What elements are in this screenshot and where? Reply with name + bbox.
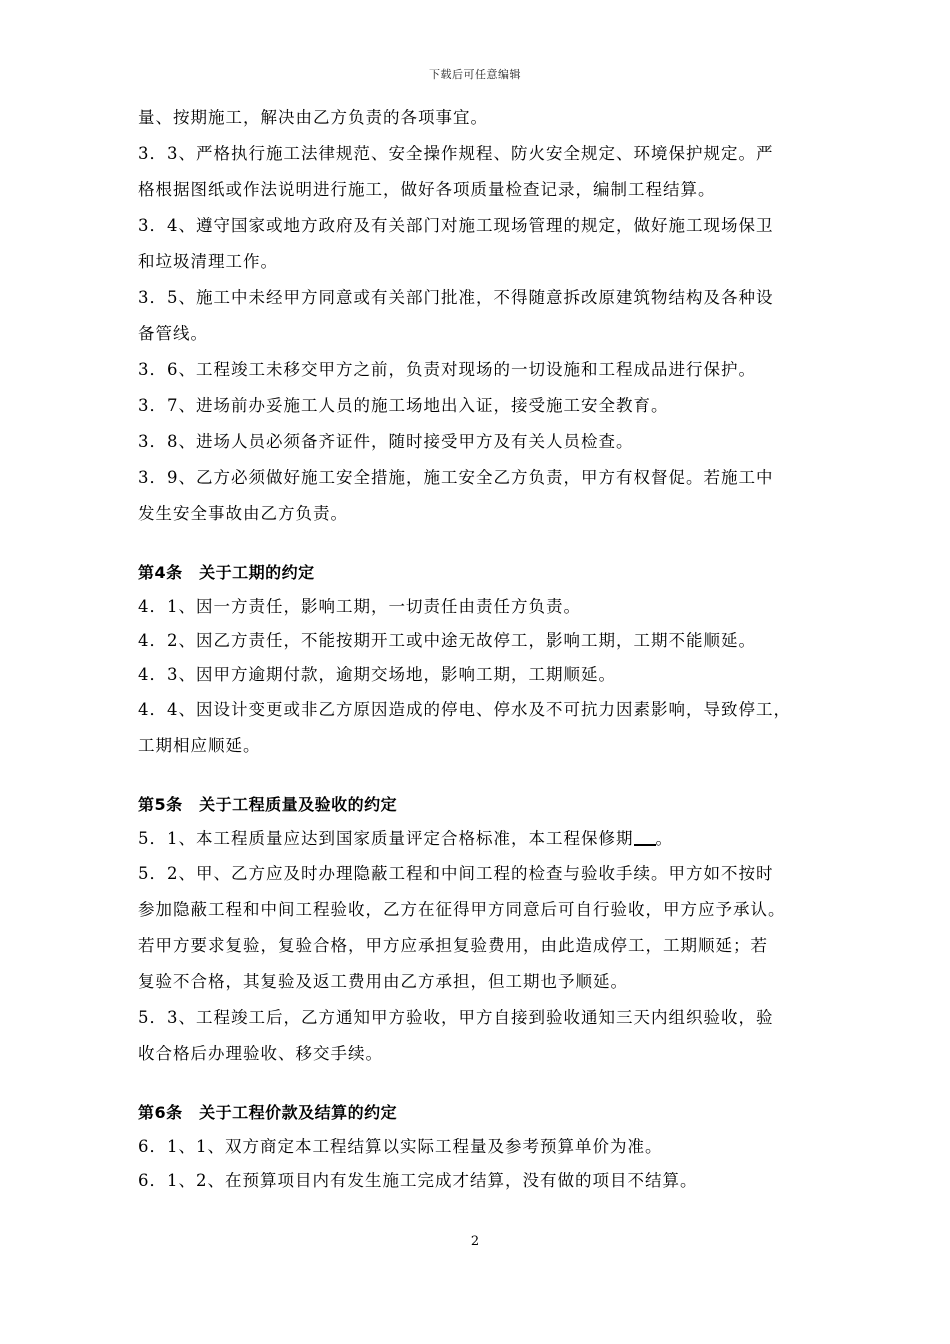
para-line: 格根据图纸或作法说明进行施工，做好各项质量检查记录，编制工程结算。: [138, 180, 716, 199]
para-line: 4．2、因乙方责任，不能按期开工或中途无故停工，影响工期，工期不能顺延。: [138, 631, 756, 650]
para-line: 6．1、2、在预算项目内有发生施工完成才结算，没有做的项目不结算。: [138, 1171, 698, 1190]
para-line: 若甲方要求复验，复验合格，甲方应承担复验费用，由此造成停工，工期顺延；若: [138, 936, 768, 955]
para-line: 4．4、因设计变更或非乙方原因造成的停电、停水及不可抗力因素影响，导致停工，: [138, 700, 791, 719]
section-title-5: 第5条 关于工程质量及验收的约定: [138, 795, 398, 814]
para-line: 备管线。: [138, 324, 208, 343]
para-line: 3．7、进场前办妥施工人员的施工场地出入证，接受施工安全教育。: [138, 396, 669, 415]
para-line: 4．1、因一方责任，影响工期，一切责任由责任方负责。: [138, 597, 581, 616]
section-title-6: 第6条 关于工程价款及结算的约定: [138, 1103, 398, 1122]
para-line: 3．4、遵守国家或地方政府及有关部门对施工现场管理的规定，做好施工现场保卫: [138, 216, 774, 235]
warranty-blank: [634, 828, 656, 846]
para-line: 4．3、因甲方逾期付款，逾期交场地，影响工期，工期顺延。: [138, 665, 616, 684]
page-number: 2: [470, 1234, 480, 1249]
para-line: 3．8、进场人员必须备齐证件，随时接受甲方及有关人员检查。: [138, 432, 634, 451]
para-line: 和垃圾清理工作。: [138, 252, 278, 271]
page-header-note: 下载后可任意编辑: [429, 68, 521, 81]
para-line: 工期相应顺延。: [138, 736, 261, 755]
line-text: 。: [655, 829, 673, 848]
para-line: 3．3、严格执行施工法律规范、安全操作规程、防火安全规定、环境保护规定。严: [138, 144, 774, 163]
para-line: 收合格后办理验收、移交手续。: [138, 1044, 383, 1063]
line-text: 5．1、本工程质量应达到国家质量评定合格标准，本工程保修期: [138, 829, 634, 848]
para-line: 3．9、乙方必须做好施工安全措施，施工安全乙方负责，甲方有权督促。若施工中: [138, 468, 774, 487]
para-line: 3．6、工程竣工未移交甲方之前，负责对现场的一切设施和工程成品进行保护。: [138, 360, 756, 379]
para-line: 5．3、工程竣工后，乙方通知甲方验收，甲方自接到验收通知三天内组织验收，验: [138, 1008, 774, 1027]
para-line: 5．2、甲、乙方应及时办理隐蔽工程和中间工程的检查与验收手续。甲方如不按时: [138, 864, 774, 883]
para-line: 复验不合格，其复验及返工费用由乙方承担，但工期也予顺延。: [138, 972, 628, 991]
para-line: 参加隐蔽工程和中间工程验收，乙方在征得甲方同意后可自行验收，甲方应予承认。: [138, 900, 786, 919]
para-line: 量、按期施工，解决由乙方负责的各项事宜。: [138, 108, 488, 127]
para-line-with-blank: [138, 822, 858, 856]
para-line: 发生安全事故由乙方负责。: [138, 504, 348, 523]
section-title-4: 第4条 关于工期的约定: [138, 563, 315, 582]
para-line: 3．5、施工中未经甲方同意或有关部门批准，不得随意拆改原建筑物结构及各种设: [138, 288, 774, 307]
document-body: [138, 100, 858, 1198]
para-line: 6．1、1、双方商定本工程结算以实际工程量及参考预算单价为准。: [138, 1137, 663, 1156]
